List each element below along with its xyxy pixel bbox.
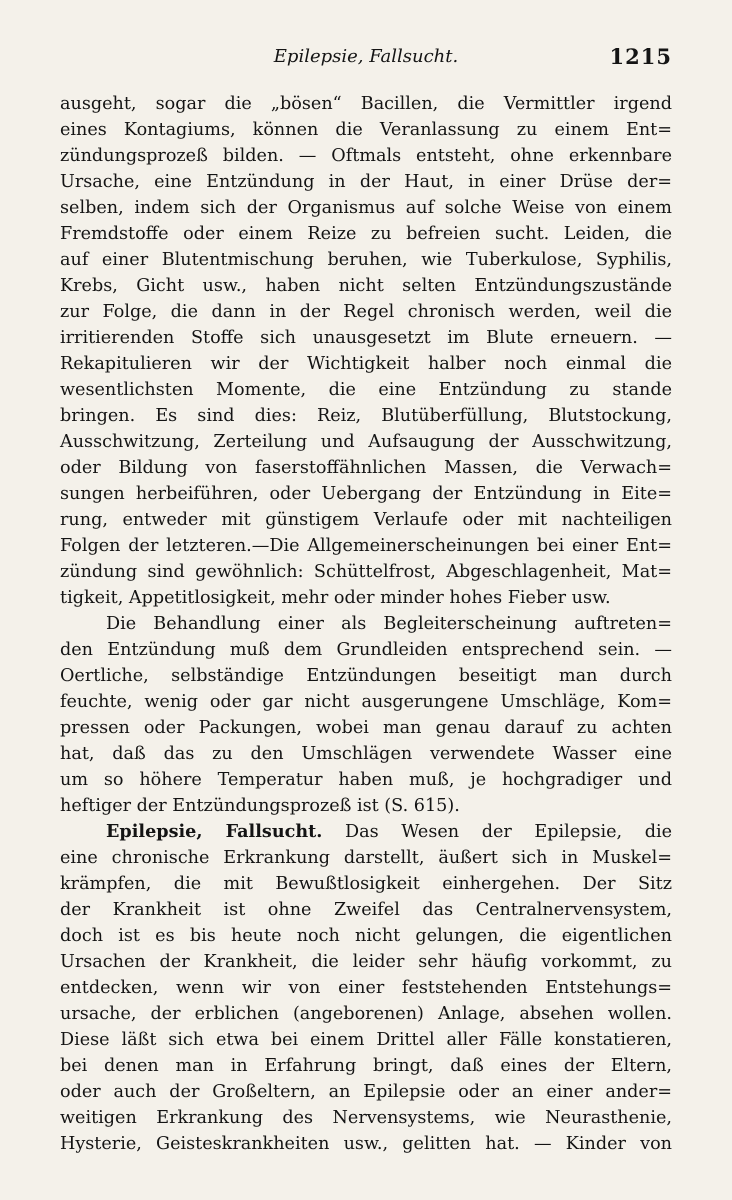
text-line: eine chronische Erkrankung darstellt, äußert sich in Muskel= (60, 848, 672, 868)
text-line: bringen. Es sind dies: Reiz, Blutüberfüllung, Blutstockung, (60, 406, 672, 426)
lemma-heading: Epilepsie, Fallsucht. (106, 821, 323, 842)
text-line: Oertliche, selbständige Entzündungen beseitigt man durch (60, 666, 672, 686)
text-line: Ursache, eine Entzündung in der Haut, in einer Drüse der= (60, 172, 672, 192)
text-line: Fremdstoffe oder einem Reize zu befreien sucht. Leiden, die (60, 224, 672, 244)
text-line: pressen oder Packungen, wobei man genau darauf zu achten (60, 718, 672, 738)
text-line: bei denen man in Erfahrung bringt, daß eines der Eltern, (60, 1056, 672, 1076)
text-line: Diese läßt sich etwa bei einem Drittel aller Fälle konstatieren, (60, 1030, 672, 1050)
text-line: feuchte, wenig oder gar nicht ausgerungene Umschläge, Kom= (60, 692, 672, 712)
text-line: Krebs, Gicht usw., haben nicht selten Entzündungszustände (60, 276, 672, 296)
text-line: den Entzündung muß dem Grundleiden entsprechend sein. — (60, 640, 672, 660)
text-line: doch ist es bis heute noch nicht gelungen, die eigentlichen (60, 926, 672, 946)
page-number: 1215 (609, 44, 672, 69)
text-line: ursache, der erblichen (angeborenen) Anlage, absehen wollen. (60, 1004, 672, 1024)
text-line: sungen herbeiführen, oder Uebergang der Entzündung in Eite= (60, 484, 672, 504)
text-line: oder auch der Großeltern, an Epilepsie oder an einer ander= (60, 1082, 672, 1102)
page-header (60, 44, 672, 74)
text-line: der Krankheit ist ohne Zweifel das Centralnervensystem, (60, 900, 672, 920)
text-line: heftiger der Entzündungsprozeß ist (S. 615). (60, 796, 460, 816)
text-line: Ausschwitzung, Zerteilung und Aufsaugung der Ausschwitzung, (60, 432, 672, 452)
text-line: entdecken, wenn wir von einer feststehenden Entstehungs= (60, 978, 672, 998)
text-line: krämpfen, die mit Bewußtlosigkeit einhergehen. Der Sitz (60, 874, 672, 894)
text-line: oder Bildung von faserstoffähnlichen Massen, die Verwach= (60, 458, 672, 478)
text-line: Ursachen der Krankheit, die leider sehr häufig vorkommt, zu (60, 952, 672, 972)
running-title: Epilepsie, Fallsucht. (273, 46, 459, 67)
text-line: zur Folge, die dann in der Regel chronisch werden, weil die (60, 302, 672, 322)
text-line: tigkeit, Appetitlosigkeit, mehr oder minder hohes Fieber usw. (60, 588, 611, 608)
body-text (60, 91, 672, 1157)
text-line: eines Kontagiums, können die Veranlassung zu einem Ent= (60, 120, 672, 140)
lemma-line (60, 819, 672, 845)
text-line: auf einer Blutentmischung beruhen, wie Tuberkulose, Syphilis, (60, 250, 672, 270)
text-line: Das Wesen der Epilepsie, die (345, 822, 673, 842)
text-line: selben, indem sich der Organismus auf solche Weise von einem (60, 198, 672, 218)
text-line: Rekapitulieren wir der Wichtigkeit halber noch einmal die (60, 354, 672, 374)
text-line: Die Behandlung einer als Begleiterscheinung auftreten= (106, 614, 672, 634)
text-line: hat, daß das zu den Umschlägen verwendete Wasser eine (60, 744, 672, 764)
text-line: Folgen der letzteren.—Die Allgemeinerscheinungen bei einer Ent= (60, 536, 672, 556)
text-line: Hysterie, Geisteskrankheiten usw., gelitten hat. — Kinder von (60, 1134, 672, 1154)
text-line: irritierenden Stoffe sich unausgesetzt im Blute erneuern. — (60, 328, 672, 348)
text-line: zündungsprozeß bilden. — Oftmals entsteht, ohne erkennbare (60, 146, 672, 166)
text-line: wesentlichsten Momente, die eine Entzündung zu stande (60, 380, 672, 400)
text-line: weitigen Erkrankung des Nervensystems, wie Neurasthenie, (60, 1108, 672, 1128)
text-line: zündung sind gewöhnlich: Schüttelfrost, Abgeschlagenheit, Mat= (60, 562, 672, 582)
text-line: um so höhere Temperatur haben muß, je hochgradiger und (60, 770, 672, 790)
text-line: rung, entweder mit günstigem Verlaufe oder mit nachteiligen (60, 510, 672, 530)
text-line: ausgeht, sogar die „bösen“ Bacillen, die Vermittler irgend (60, 94, 672, 114)
